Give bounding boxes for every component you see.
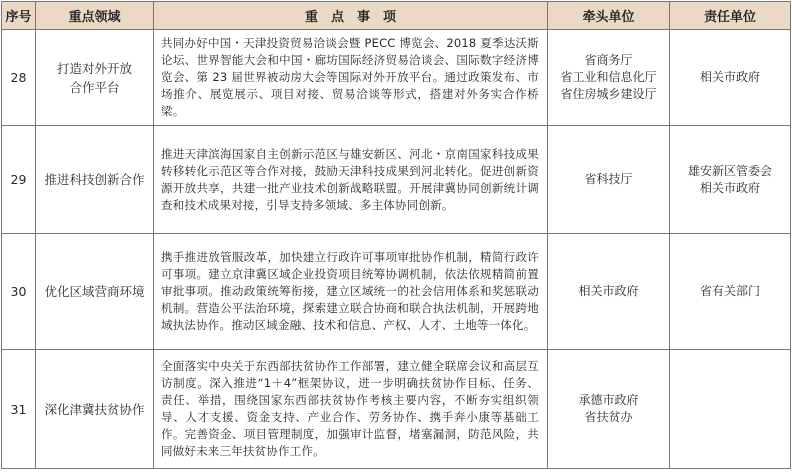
row-lead-unit — [548, 30, 670, 126]
row-lead-unit — [548, 234, 670, 350]
row-lead-unit — [548, 126, 670, 234]
responsible-unit-line: 相关市政府 — [699, 70, 760, 84]
lead-unit-line: 省工业和信息化厅 — [560, 70, 657, 84]
table-body — [2, 30, 791, 469]
row-number: 31 — [2, 350, 36, 469]
area-line: 合作平台 — [69, 79, 120, 95]
responsible-unit-line: 雄安新区管委会 — [687, 163, 772, 178]
row-content: 推进天津滨海国家自主创新示范区与雄安新区、河北・京南国家科技成果转移转化示范区等合作对接，鼓励天津科技成果到河北转化。促进创新资源开放共享，共建一批产业技术创新战略联盟。开展津冀协同创新统计调查和技术成果对接，引导支持多领域、多主体协同创新。 — [154, 126, 548, 234]
row-lead-unit — [548, 350, 670, 469]
row-responsible-unit — [670, 350, 791, 469]
row-responsible-unit — [670, 234, 791, 350]
row-content: 共同办好中国・天津投资贸易洽谈会暨 PECC 博览会、2018 夏季达沃斯论坛、世界智能大会和中国・廊坊国际经济贸易洽谈会、国际数字经济博览会、第 23 届世界被动房大会等国际对外开放平台。通过政策发布、市场推介、展览展示、项目对接、贸易洽谈等形式，搭建对外务实合作桥梁。 — [154, 30, 548, 126]
table-header — [2, 2, 791, 30]
key-tasks-table — [1, 1, 791, 469]
row-content: 携手推进放管服改革，加快建立行政许可事项审批协作机制，精简行政许可事项。建立京津冀区域企业投资项目统筹协调机制，依法依规精简前置审批事项。推动政策统筹衔接，建立区域统一的社会信用体系和奖惩联动机制。营造公平法治环境，探索建立联合协商和联合执法机制，开展跨地域执法协作。推动区域金融、技术和信息、产权、人才、土地等一体化。 — [154, 234, 548, 350]
responsible-unit-line: 省有关部门 — [699, 284, 760, 298]
table-row — [2, 350, 791, 469]
row-number: 28 — [2, 30, 36, 126]
header-no: 序号 — [2, 2, 36, 30]
lead-unit-line: 承德市政府 — [578, 393, 639, 407]
header-content: 重 点 事 项 — [154, 2, 548, 30]
area-line: 打造对外开放 — [56, 60, 132, 76]
area-line: 推进科技创新合作 — [44, 172, 145, 187]
lead-unit-line: 省商务厅 — [584, 53, 633, 67]
row-responsible-unit — [670, 126, 791, 234]
area-line: 深化津冀扶贫协作 — [44, 401, 145, 417]
row-area — [36, 350, 154, 469]
table-row — [2, 126, 791, 234]
table-row — [2, 234, 791, 350]
row-content: 全面落实中央关于东西部扶贫协作工作部署，建立健全联席会议和高层互访制度。深入推进“1＋4”框架协议，进一步明确扶贫协作目标、任务、责任、举措，围绕国家东西部扶贫协作考核主要内容，不断夯实组织领导、人才支援、资金支持、产业合作、劳务协作、携手奔小康等基础工作。完善资金、项目管理制度，加强审计监督，堵塞漏洞，防范风险，共同做好未来三年扶贫协作工作。 — [154, 350, 548, 469]
row-number: 29 — [2, 126, 36, 234]
table-row — [2, 30, 791, 126]
header-responsible-unit: 责任单位 — [670, 2, 791, 30]
header-lead-unit: 牵头单位 — [548, 2, 670, 30]
lead-unit-line: 省科技厅 — [584, 172, 633, 186]
row-responsible-unit — [670, 30, 791, 126]
row-area — [36, 234, 154, 350]
row-number: 30 — [2, 234, 36, 350]
lead-unit-line: 省住房城乡建设厅 — [560, 87, 657, 101]
area-line: 优化区域营商环境 — [44, 284, 145, 299]
lead-unit-line: 省扶贫办 — [584, 410, 633, 424]
header-row — [2, 2, 791, 30]
row-area — [36, 126, 154, 234]
row-area — [36, 30, 154, 126]
header-area: 重点领域 — [36, 2, 154, 30]
responsible-unit-line: 相关市政府 — [699, 180, 760, 195]
lead-unit-line: 相关市政府 — [578, 284, 639, 298]
